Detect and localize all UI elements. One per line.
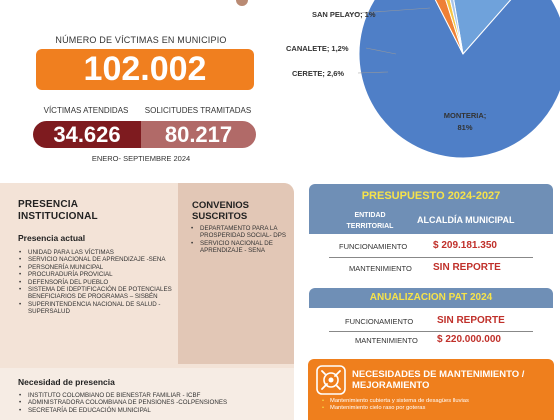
presencia-actual-list xyxy=(18,249,176,316)
presencia-actual-item: • PROCURADURÍA PROVICIAL xyxy=(18,271,176,278)
requests-label: SOLICITUDES TRAMITADAS xyxy=(144,106,252,115)
mantenimiento-panel xyxy=(308,359,554,420)
presencia-actual-item: • UNIDAD PARA LAS VÍCTIMAS xyxy=(18,249,176,256)
victims-count: 102.002 xyxy=(36,49,254,90)
pie-label-monteria xyxy=(437,110,493,134)
presencia-actual-item: • SERVICIO NACIONAL DE APRENDIZAJE -SENA xyxy=(18,256,176,263)
municipality-pie-chart xyxy=(280,0,560,178)
convenios-title-line2: SUSCRITOS xyxy=(192,211,248,222)
budget-func-label: FUNCIONAMIENTO xyxy=(339,242,408,251)
necesidad-heading: Necesidad de presencia xyxy=(18,377,115,387)
convenios-title xyxy=(192,200,249,222)
pat-func-label: FUNCIONAMIENTO xyxy=(345,317,414,326)
presencia-actual-heading: Presencia actual xyxy=(18,233,86,243)
necesidad-item: • SECRETARÍA DE EDUCACIÓN MUNICIPAL xyxy=(18,407,288,414)
pie-label-monteria-pct: 81% xyxy=(457,123,473,132)
period-label: ENERO- SEPTIEMBRE 2024 xyxy=(91,154,191,163)
presupuesto-title: PRESUPUESTO 2024-2027 xyxy=(309,184,553,209)
convenio-item: • SERVICIO NACIONAL DE APRENDIZAJE - SENA xyxy=(190,240,290,255)
requests-count: 80.217 xyxy=(141,121,256,148)
pat-func-value: SIN REPORTE xyxy=(437,315,505,326)
entity-label: ENTIDAD TERRITORIAL xyxy=(346,212,394,230)
victims-stats-panel xyxy=(0,0,282,178)
necesidad-list xyxy=(18,392,288,414)
pat-card xyxy=(309,288,553,352)
entity-value: ALCALDÍA MUNICIPAL xyxy=(417,215,515,225)
presencia-actual-item: • PERSONERÍA MUNICIPAL xyxy=(18,264,176,271)
presencia-actual-item: • DEFENSORÍA DEL PUEBLO xyxy=(18,279,176,286)
pie-label-san-pelayo: SAN PELAYO; 1% xyxy=(312,10,376,19)
convenios-list xyxy=(190,225,290,255)
convenios-title-line1: CONVENIOS xyxy=(192,200,250,211)
pat-mant-label: MANTENIMIENTO xyxy=(355,336,418,345)
mantenimiento-item: • Mantenimiento cielo raso por goteras xyxy=(322,405,469,412)
pat-title: ANUALIZACION PAT 2024 xyxy=(309,288,553,308)
necesidad-item: • INSTITUTO COLOMBIANO DE BIENESTAR FAMILIAR - ICBF xyxy=(18,392,288,399)
pat-divider xyxy=(329,331,533,332)
presencia-title-line2: INSTITUCIONAL xyxy=(18,211,98,222)
budget-divider xyxy=(329,257,533,258)
presupuesto-card xyxy=(309,184,553,280)
presencia-title-line1: PRESENCIA xyxy=(18,199,79,210)
presencia-actual-item: • SISTEMA DE IDEPTIFICACIÓN DE POTENCIALES BENEFICIARIOS DE PROGRAMAS – SISBÉN xyxy=(18,286,176,301)
victims-label: NÚMERO DE VÍCTIMAS EN MUNICIPIO xyxy=(55,35,227,45)
attended-label: VÍCTIMAS ATENDIDAS xyxy=(43,106,129,115)
logo-fragment xyxy=(236,0,248,6)
presencia-title xyxy=(18,199,98,223)
attended-count: 34.626 xyxy=(33,121,141,148)
budget-mant-value: SIN REPORTE xyxy=(433,262,501,273)
necesidad-item: • ADMINISTRADORA COLOMBIANA DE PENSIONES -COLPENSIONES xyxy=(18,399,288,406)
mantenimiento-item: • Mantenimiento cubierta y sistema de desagües lluvias xyxy=(322,398,469,405)
budget-mant-label: MANTENIMIENTO xyxy=(349,264,412,273)
presencia-institucional-panel xyxy=(0,183,294,420)
presencia-actual-item: • SUPERINTENDENCIA NACIONAL DE SALUD - SUPERSALUD xyxy=(18,301,176,316)
pat-mant-value: $ 220.000.000 xyxy=(437,334,501,345)
necesidad-presencia-section xyxy=(0,368,294,420)
pie-svg xyxy=(280,0,560,178)
pie-label-canalete: CANALETE; 1,2% xyxy=(286,44,349,53)
convenio-item: • DEPARTAMENTO PARA LA PROSPERIDAD SOCIAL- DPS xyxy=(190,225,290,240)
budget-func-value: $ 209.181.350 xyxy=(433,240,497,251)
mantenimiento-title: NECESIDADES DE MANTENIMIENTO / MEJORAMIENTO xyxy=(352,369,525,391)
pie-label-cerete: CERETE; 2,6% xyxy=(292,69,345,78)
mantenimiento-list xyxy=(322,398,469,412)
pie-label-monteria-name: MONTERIA; xyxy=(443,111,487,120)
tools-icon xyxy=(316,365,346,395)
